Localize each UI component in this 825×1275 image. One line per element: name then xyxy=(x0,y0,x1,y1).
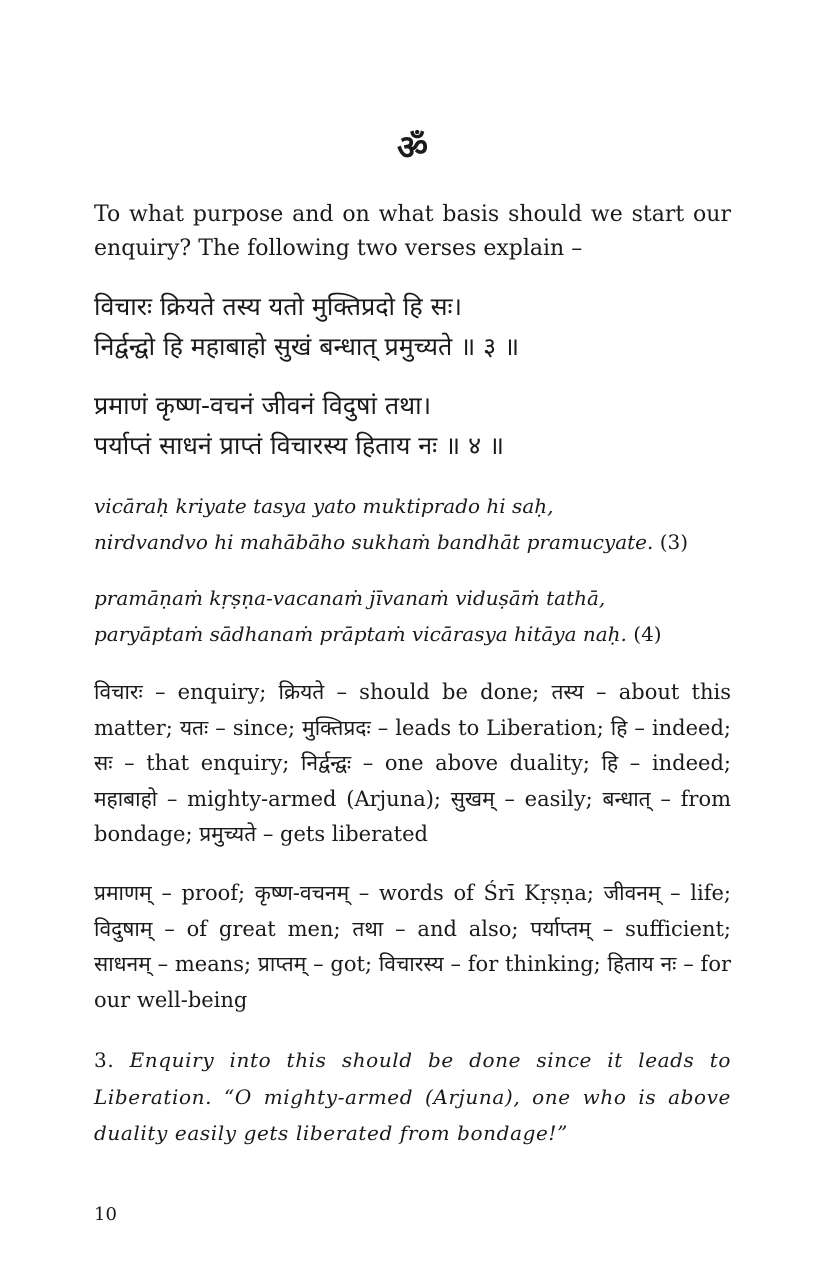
page-number: 10 xyxy=(94,1204,117,1225)
om-symbol: ॐ xyxy=(396,128,428,168)
sanskrit-verse-4 xyxy=(94,386,754,466)
translit-line: pramāṇaṁ kṛṣṇa-vacanaṁ jīvanaṁ viduṣāṁ tathā, xyxy=(94,586,606,610)
word-meanings-verse-3: विचारः – enquiry; क्रियते – should be done; तस्य – about this matter; यतः – since; मुक्तिप्रदः – leads to Liberation; हि – indeed; सः – that enquiry; निर्द्वन्द्वः – one above duality; हि – indeed; महाबाहो – mighty-armed (Arjuna); सुखम् – easily; बन्धात् – from bondage; प्रमुच्यते – gets liberated xyxy=(94,680,731,846)
verse-line: प्रमाणं कृष्ण-वचनं जीवनं विदुषां तथा। xyxy=(94,391,432,420)
verse-line: निर्द्वन्द्वो हि महाबाहो सुखं बन्धात् प्रमुच्यते ॥ ३ ॥ xyxy=(94,332,520,361)
translit-line: vicāraḥ kriyate tasya yato muktiprado hi saḥ, xyxy=(94,494,554,518)
intro-paragraph: To what purpose and on what basis should we start our enquiry? The following two verses explain – xyxy=(94,202,731,261)
verse-line: विचारः क्रियते तस्य यतो मुक्तिप्रदो हि सः। xyxy=(94,292,463,321)
transliteration-verse-3 xyxy=(94,488,731,560)
verse-number: (4) xyxy=(626,622,662,646)
sanskrit-verse-3 xyxy=(94,287,754,367)
translit-line: paryāptaṁ sādhanaṁ prāptaṁ vicārasya hitāya naḥ. (4) xyxy=(94,622,662,646)
word-meanings-verse-4: प्रमाणम् – proof; कृष्ण-वचनम् – words of Śrī Kṛṣṇa; जीवनम् – life; विदुषाम् – of great men; तथा – and also; पर्याप्तम् – sufficient; साधनम् – means; प्राप्तम् – got; विचारस्य – for thinking; हिताय नः – for our well-being xyxy=(94,881,731,1012)
translation-number: 3. xyxy=(94,1048,115,1072)
translation-verse-3 xyxy=(94,1042,731,1152)
verse-line: पर्याप्तं साधनं प्राप्तं विचारस्य हिताय नः ॥ ४ ॥ xyxy=(94,431,505,460)
translit-line: nirdvandvo hi mahābāho sukhaṁ bandhāt pramucyate. (3) xyxy=(94,530,689,554)
translation-text: Enquiry into this should be done since it leads to Liberation. “O mighty-armed (Arjuna), one who is above duality easily gets liberated from bondage!” xyxy=(94,1048,731,1145)
transliteration-verse-4 xyxy=(94,580,731,652)
verse-number: (3) xyxy=(653,530,689,554)
